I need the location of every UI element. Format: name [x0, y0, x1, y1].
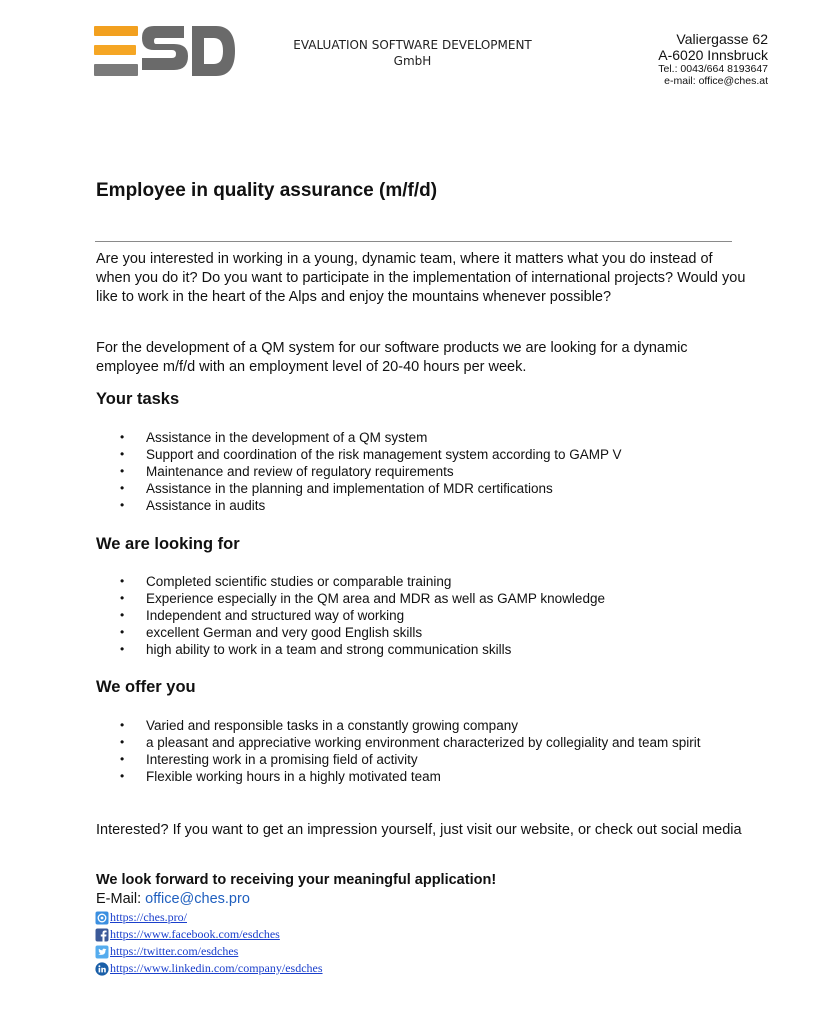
list-item: • Interesting work in a promising field of activity: [120, 752, 418, 767]
looking-for-list: [96, 573, 605, 658]
list-item: • excellent German and very good English skills: [120, 625, 423, 640]
tasks-heading: Your tasks: [96, 390, 180, 408]
list-item: • Assistance in the development of a QM system: [120, 430, 428, 445]
development-paragraph: For the development of a QM system for our software products we are looking for a dynamic employee m/f/d with an employment level of 20-40 hours per week.: [96, 340, 688, 375]
list-item: • Assistance in the planning and implementation of MDR certifications: [120, 481, 553, 496]
facebook-link-row: [95, 926, 323, 943]
address-city: A-6020 Innsbruck: [658, 47, 768, 63]
company-address: [658, 31, 768, 87]
bullet: •: [120, 642, 125, 656]
company-name: [280, 37, 545, 69]
email-label: E-Mail:: [96, 891, 146, 907]
list-item: • a pleasant and appreciative working environment characterized by collegiality and team spirit: [120, 735, 701, 750]
bullet: •: [120, 769, 125, 783]
list-item: • Maintenance and review of regulatory requirements: [120, 464, 454, 479]
offer-heading: We offer you: [96, 678, 196, 696]
facebook-link[interactable]: https://www.facebook.com/esdches: [110, 927, 280, 941]
list-item: • Support and coordination of the risk management system according to GAMP V: [120, 447, 622, 462]
interested-paragraph: Interested? If you want to get an impression yourself, just visit our website, or check out social media: [96, 822, 742, 838]
bullet: •: [120, 718, 125, 732]
twitter-link-row: [95, 943, 323, 960]
bullet: •: [120, 481, 125, 495]
social-links: [95, 909, 323, 977]
intro-paragraph: Are you interested in working in a young, dynamic team, where it matters what you do instead of when you do it? Do you want to participate in the implementation of international projects? Would you like to work in the heart of the Alps and enjoy the mountains whenever possible?: [96, 251, 746, 305]
list-item: • Experience especially in the QM area and MDR as well as GAMP knowledge: [120, 591, 605, 606]
list-item: • high ability to work in a team and strong communication skills: [120, 642, 512, 657]
bullet: •: [120, 625, 125, 639]
website-icon: [95, 911, 109, 925]
esd-logo: [92, 24, 237, 80]
list-item: • Independent and structured way of working: [120, 608, 405, 623]
twitter-icon: [95, 945, 109, 959]
company-name-line1: EVALUATION SOFTWARE DEVELOPMENT: [293, 38, 532, 52]
linkedin-link-row: [95, 960, 323, 977]
bullet: •: [120, 498, 125, 512]
list-item: • Assistance in audits: [120, 498, 266, 513]
bullet: •: [120, 608, 125, 622]
bullet: •: [120, 591, 125, 605]
facebook-icon: [95, 928, 109, 942]
address-street: Valiergasse 62: [676, 31, 768, 47]
bullet: •: [120, 752, 125, 766]
address-email: e-mail: office@ches.at: [664, 75, 768, 87]
tasks-list: [96, 429, 622, 514]
bullet: •: [120, 574, 125, 588]
offer-list: [96, 717, 701, 785]
website-link[interactable]: https://ches.pro/: [110, 910, 187, 924]
list-item: • Varied and responsible tasks in a constantly growing company: [120, 718, 518, 733]
list-item: • Completed scientific studies or comparable training: [120, 574, 452, 589]
email-address-link[interactable]: office@ches.pro: [145, 891, 250, 907]
linkedin-icon: [95, 962, 109, 976]
website-link-row: [95, 909, 323, 926]
job-title: Employee in quality assurance (m/f/d): [96, 180, 438, 201]
bullet: •: [120, 430, 125, 444]
closing-statement: We look forward to receiving your meaningful application!: [96, 872, 497, 888]
looking-for-heading: We are looking for: [96, 535, 240, 553]
company-name-line2: GmbH: [393, 54, 432, 68]
linkedin-link[interactable]: https://www.linkedin.com/company/esdches: [110, 961, 323, 975]
bullet: •: [120, 735, 125, 749]
list-item: • Flexible working hours in a highly motivated team: [120, 769, 441, 784]
bullet: •: [120, 447, 125, 461]
contact-email: [96, 891, 250, 907]
bullet: •: [120, 464, 125, 478]
address-phone: Tel.: 0043/664 8193647: [658, 63, 768, 75]
twitter-link[interactable]: https://twitter.com/esdches: [110, 944, 239, 958]
title-divider: [95, 241, 732, 242]
